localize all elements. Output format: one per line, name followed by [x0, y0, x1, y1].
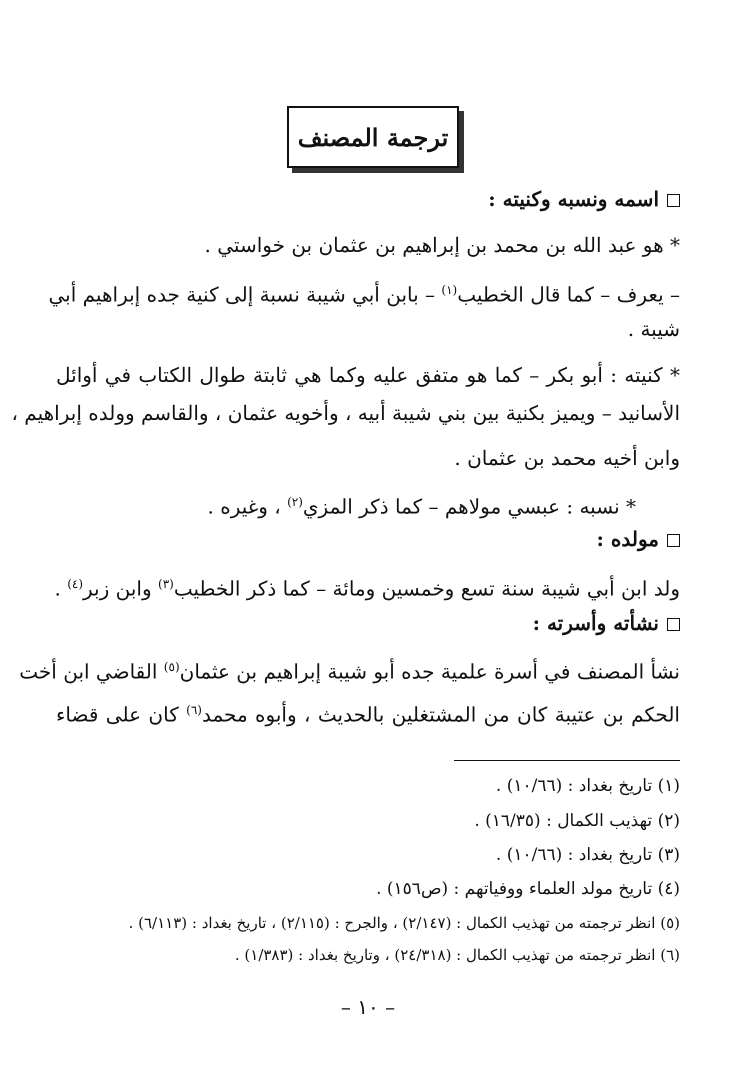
text: القاضي ابن أخت: [19, 659, 164, 684]
text: شيبة .: [627, 317, 680, 341]
footnote-5: (٥) انظر ترجمته من تهذيب الكمال : (٢/١٤٧) ، والجرح : (٢/١١٥) ، تاريخ بغداد : (٦/١١٣) .: [128, 914, 680, 932]
footnote-ref-4[interactable]: (٤): [67, 577, 84, 591]
text: – بابن أبي شيبة نسبة إلى كنية جده إبراهيم أبي: [48, 282, 442, 307]
text: الأسانيد – ويميز بكنية بين بني شيبة أبيه ، وأخويه عثمان ، والقاسم وولده إبراهيم ،: [11, 401, 680, 425]
footnote-ref-3[interactable]: (٣): [158, 577, 174, 591]
footnote-ref-5[interactable]: (٥): [163, 660, 180, 674]
section-heading-birth: [56, 524, 680, 554]
heading-text: مولده :: [596, 527, 659, 551]
footnote-1: (١) تاريخ بغداد : (١٠/٦٦) .: [495, 776, 680, 796]
footnote-separator: [454, 760, 680, 761]
heading-text: اسمه ونسبه وكنيته :: [488, 187, 659, 211]
page-number: – ١٠ –: [340, 995, 396, 1019]
paragraph-line: [56, 443, 680, 473]
text: الحكم بن عتيبة كان من المشتغلين بالحديث ، وأبوه محمد: [201, 702, 680, 727]
footnote-ref-2[interactable]: (٢): [287, 495, 303, 509]
text: * هو عبد الله بن محمد بن إبراهيم بن عثمان بن خواستي .: [204, 233, 680, 257]
footnote-2: (٢) تهذيب الكمال : (١٦/٣٥) .: [474, 811, 680, 831]
section-heading-name: [56, 184, 680, 214]
paragraph-line: [48, 275, 680, 310]
footnote-ref-1[interactable]: (١): [441, 283, 458, 297]
text: – يعرف – كما قال الخطيب: [457, 282, 680, 307]
paragraph-line: [11, 398, 680, 428]
paragraph-line: [56, 695, 680, 730]
square-bullet-icon: [667, 194, 680, 207]
text: وابن أخيه محمد بن عثمان .: [454, 446, 680, 470]
section-heading-upbringing: [56, 608, 680, 638]
text: .: [54, 576, 68, 601]
paragraph-line: [56, 487, 636, 522]
text: * كنيته : أبو بكر – كما هو متفق عليه وكما هي ثابتة طوال الكتاب في أوائل: [56, 363, 680, 387]
text: نشأ المصنف في أسرة علمية جده أبو شيبة إبراهيم بن عثمان: [179, 659, 680, 684]
footnote-3: (٣) تاريخ بغداد : (١٠/٦٦) .: [495, 845, 680, 865]
footnote-6: (٦) انظر ترجمته من تهذيب الكمال : (٢٤/٣١٨) ، وتاريخ بغداد : (١/٣٨٣) .: [234, 946, 680, 964]
paragraph-line: [56, 314, 680, 344]
paragraph-line: [56, 230, 680, 260]
footnote-4: (٤) تاريخ مولد العلماء ووفياتهم : (ص١٥٦) .: [376, 879, 680, 899]
text: وابن زبر: [83, 576, 158, 601]
paragraph-line: [56, 360, 680, 390]
square-bullet-icon: [667, 618, 680, 631]
text: * نسبه : عبسي مولاهم – كما ذكر المزي: [302, 494, 636, 519]
footnote-ref-6[interactable]: (٦): [186, 703, 202, 717]
heading-text: نشأته وأسرته :: [532, 611, 659, 635]
text: ، وغيره .: [207, 494, 288, 519]
paragraph-line: [56, 569, 680, 604]
text: ولد ابن أبي شيبة سنة تسع وخمسين ومائة – كما ذكر الخطيب: [173, 576, 680, 601]
paragraph-line: [19, 652, 680, 687]
square-bullet-icon: [667, 534, 680, 547]
page-title: ترجمة المصنف: [287, 106, 459, 168]
text: كان على قضاء: [56, 702, 187, 727]
